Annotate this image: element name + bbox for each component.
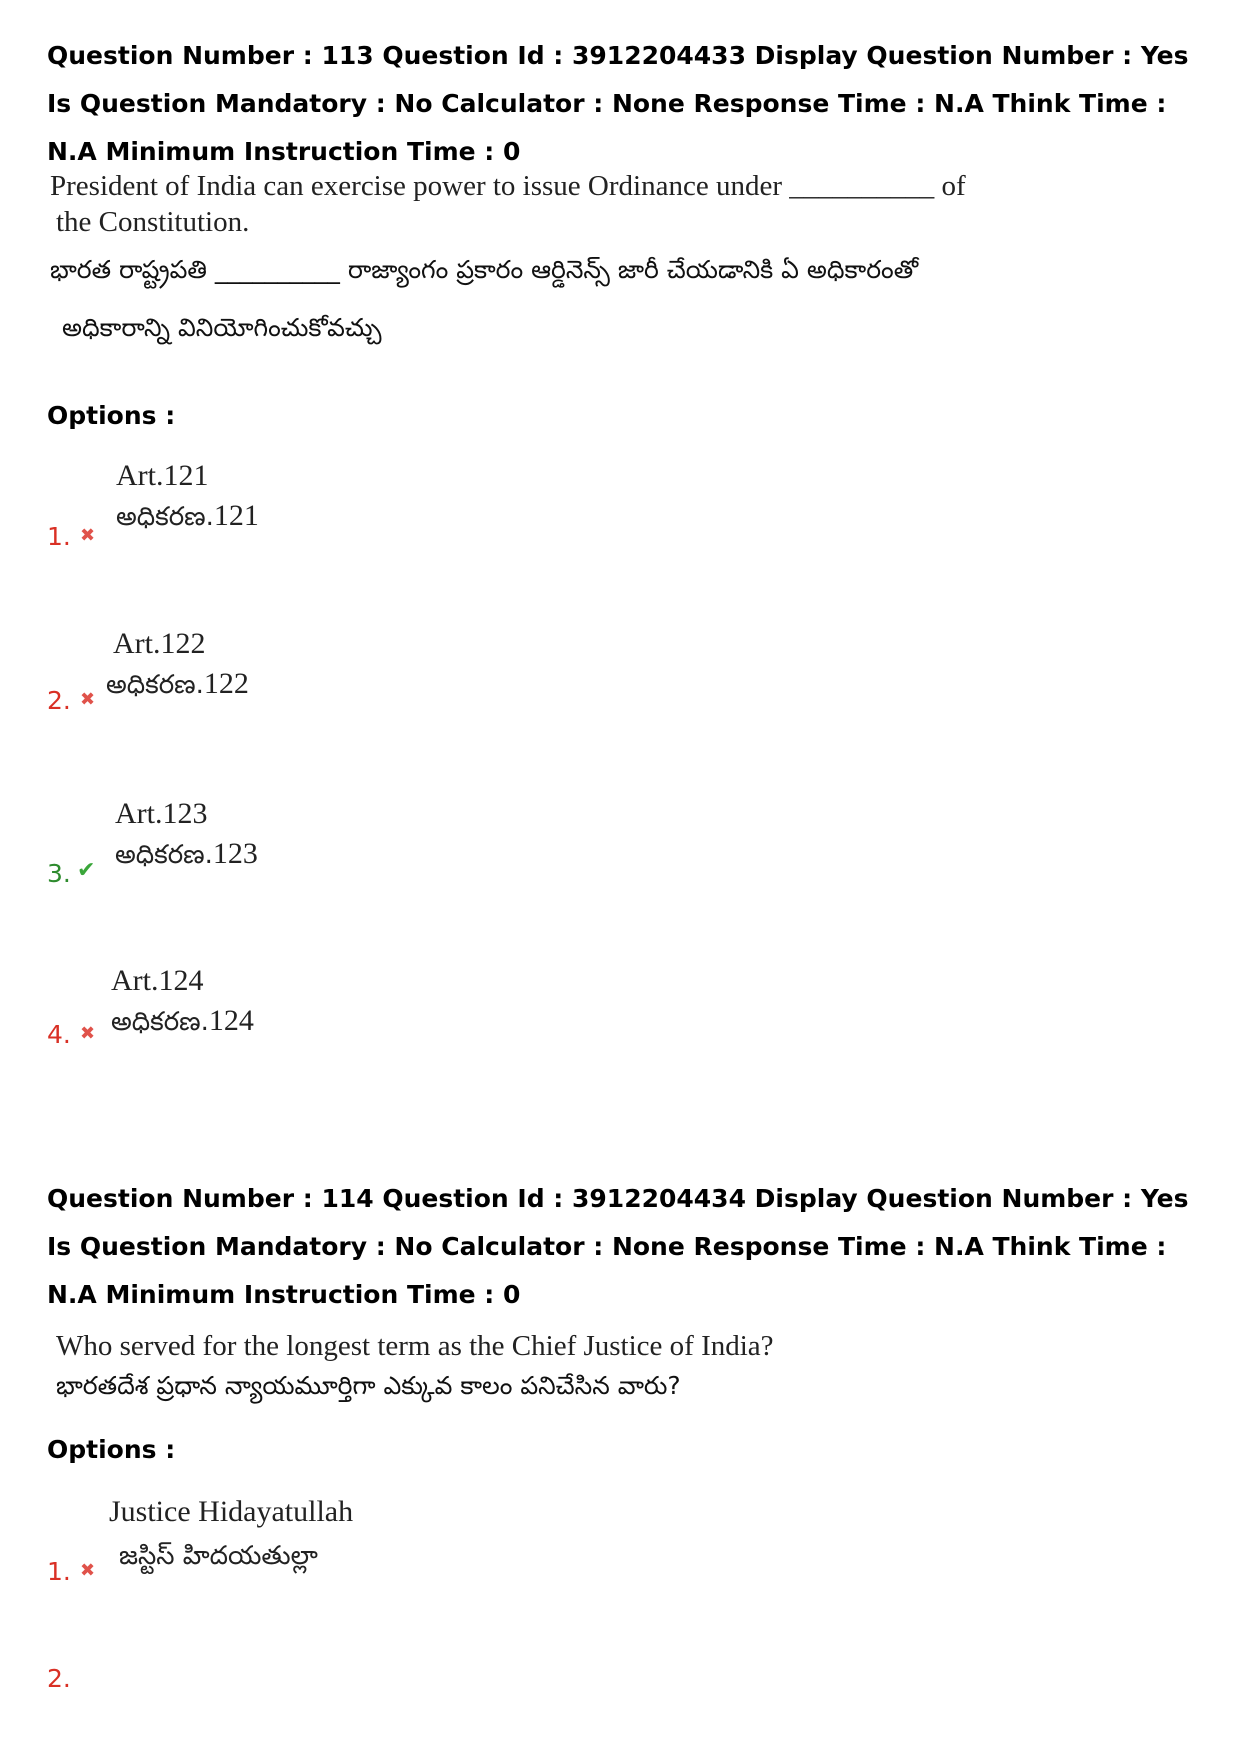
option-en: Art.124 bbox=[111, 964, 204, 997]
correct-check-icon: ✔ bbox=[77, 858, 96, 883]
question-113-te-line1: భారత రాష్ట్రపతి __________ రాజ్యాంగం ప్రకారం ఆర్డినెన్స్ జారీ చేయడానికి ఏ అధికారంతో bbox=[50, 255, 919, 284]
question-113-options-label: Options : bbox=[47, 401, 176, 430]
wrong-cross-icon: ✖ bbox=[80, 689, 96, 710]
option-te-number: 123 bbox=[212, 837, 258, 870]
wrong-cross-icon: ✖ bbox=[80, 525, 96, 546]
question-113-option-3-number: 3. bbox=[47, 859, 71, 888]
option-en: Art.121 bbox=[116, 459, 209, 492]
option-te-number: 121 bbox=[213, 499, 259, 532]
option-te bbox=[116, 496, 259, 537]
question-113-option-1-number: 1. bbox=[47, 522, 71, 551]
question-114-en-line1: Who served for the longest term as the Chief Justice of India? bbox=[56, 1330, 774, 1362]
option-te-number: 124 bbox=[208, 1004, 254, 1037]
question-113-en-line1: President of India can exercise power to issue Ordinance under __________ of bbox=[50, 170, 966, 202]
question-114-meta: Question Number : 114 Question Id : 3912204434 Display Question Number : Yes Is Question Mandatory : No Calculator : None Response Time : N.A Think Time : N.A Minimum Instruction Time : 0 bbox=[47, 1184, 1189, 1309]
option-te bbox=[111, 1001, 254, 1042]
option-te-prefix: అధికరణ. bbox=[115, 840, 213, 870]
question-114-option-1-text bbox=[109, 1492, 353, 1576]
option-te-prefix: అధికరణ. bbox=[111, 1007, 209, 1037]
question-113-meta: Question Number : 113 Question Id : 3912204433 Display Question Number : Yes Is Question Mandatory : No Calculator : None Response Time : N.A Think Time : N.A Minimum Instruction Time : 0 bbox=[47, 41, 1189, 166]
question-113-option-2-number: 2. bbox=[47, 686, 71, 715]
option-en: Art.122 bbox=[113, 627, 206, 660]
question-113-te-line2: అధికారాన్ని వినియోగించుకోవచ్చు bbox=[62, 313, 382, 342]
question-113-option-1-text bbox=[116, 456, 259, 537]
question-113-option-4-text bbox=[111, 961, 254, 1042]
wrong-cross-icon: ✖ bbox=[80, 1023, 96, 1044]
option-te-number: 122 bbox=[203, 667, 249, 700]
option-te-prefix: అధికరణ. bbox=[116, 502, 214, 532]
question-114-te-line1: భారతదేశ ప్రధాన న్యాయమూర్తిగా ఎక్కువ కాలం పనిచేసిన వారు? bbox=[56, 1371, 681, 1400]
question-114-option-1-number: 1. bbox=[47, 1557, 71, 1586]
option-te bbox=[106, 664, 249, 705]
question-114-text bbox=[56, 1328, 774, 1412]
question-113-option-4-number: 4. bbox=[47, 1020, 71, 1049]
question-113-option-3-text bbox=[115, 794, 258, 875]
question-114-options-label: Options : bbox=[47, 1435, 176, 1464]
option-en: Art.123 bbox=[115, 797, 208, 830]
wrong-cross-icon: ✖ bbox=[80, 1560, 96, 1581]
option-en: Justice Hidayatullah bbox=[109, 1495, 354, 1528]
option-te: జస్టిస్ హిదయతుల్లా bbox=[119, 1541, 318, 1571]
question-113-option-2-text bbox=[106, 624, 249, 705]
question-113-en-line2: the Constitution. bbox=[56, 206, 250, 238]
option-te-prefix: అధికరణ. bbox=[106, 670, 204, 700]
option-te bbox=[115, 834, 258, 875]
question-113-text bbox=[50, 168, 966, 354]
question-114-option-2-number: 2. bbox=[47, 1664, 71, 1693]
